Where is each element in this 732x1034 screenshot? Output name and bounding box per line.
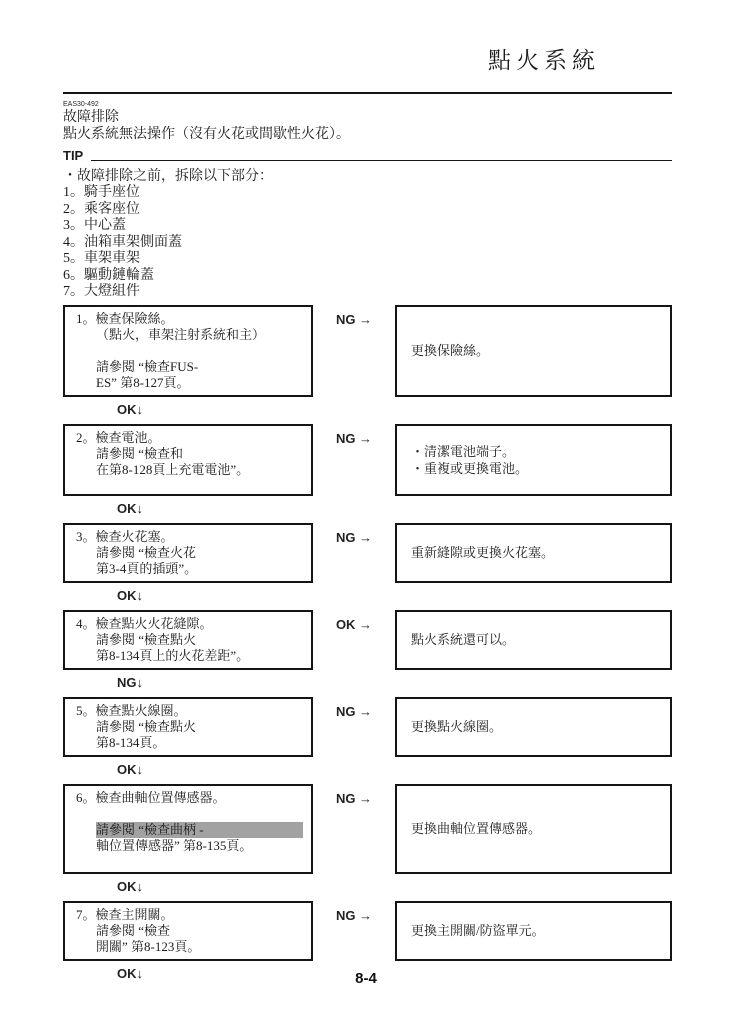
- flow-row: [63, 784, 672, 874]
- step-line: 請參閱 “檢查點火: [96, 718, 197, 734]
- result-box: [395, 784, 672, 874]
- step-line: [76, 343, 303, 359]
- step-line: ES” 第8-127頁。: [96, 374, 190, 390]
- page-number: 8-4: [355, 970, 377, 987]
- step-line: 請參閱 “檢查FUS-: [96, 358, 199, 374]
- removal-item: 6。驅動鏈輪蓋: [63, 267, 154, 283]
- continue-label: NG↓: [117, 674, 143, 690]
- step-line: 3。檢查火花塞。: [76, 528, 174, 544]
- removal-list: [63, 185, 672, 301]
- branch-label: NG →: [335, 529, 373, 545]
- step-line: 請參閱 “檢查: [96, 922, 171, 938]
- step-line: 7。檢查主開關。: [76, 906, 174, 922]
- step-line: 1。檢查保險絲。: [76, 310, 174, 326]
- result-line: ・重複或更換電池。: [411, 460, 529, 476]
- step-line: 在第8-128頁上充電電池”。: [96, 461, 250, 477]
- tip-header: [63, 149, 672, 163]
- step-line: 請參閱 “檢查點火: [96, 631, 197, 647]
- step-box: [63, 523, 313, 583]
- header-rule: [63, 92, 672, 94]
- result-line: 重新縫隙或更換火花塞。: [411, 545, 555, 560]
- step-line: 6。檢查曲軸位置傳感器。: [76, 789, 226, 805]
- step-line: 2。檢查電池。: [76, 429, 161, 445]
- step-line: 第8-134頁上的火花差距”。: [96, 647, 250, 663]
- result-box: [395, 610, 672, 670]
- step-line: 4。檢查點火火花縫隙。: [76, 615, 213, 631]
- branch-label: NG →: [335, 703, 373, 719]
- step-box: [63, 305, 313, 397]
- branch-label: OK →: [335, 616, 373, 632]
- removal-item: 3。中心蓋: [63, 218, 126, 233]
- step-box: [63, 424, 313, 496]
- result-box: [395, 697, 672, 757]
- removal-item: 1。騎手座位: [63, 185, 140, 200]
- tip-rule: [91, 160, 672, 161]
- step-box: [63, 784, 313, 874]
- eas-code: EAS30-492: [63, 101, 99, 108]
- flow-row: [63, 305, 672, 397]
- branch-label: NG →: [335, 907, 373, 923]
- branch-label: NG →: [335, 790, 373, 806]
- continue-label: OK↓: [117, 587, 143, 603]
- step-line: 5。檢查點火線圈。: [76, 702, 187, 718]
- continue-label: OK↓: [117, 761, 143, 777]
- page-title: 點火系統: [488, 48, 600, 73]
- step-line: 請參閱 “檢查火花: [96, 544, 197, 560]
- flow-row: [63, 424, 672, 496]
- page-content: [63, 0, 672, 988]
- flow-row: [63, 901, 672, 961]
- result-line: 更換主開關/防盜單元。: [411, 923, 545, 938]
- step-line: [76, 806, 303, 822]
- step-line: 請參閱 “檢查和: [96, 445, 184, 461]
- step-box: [63, 901, 313, 961]
- result-box: [395, 901, 672, 961]
- flow-row: [63, 523, 672, 583]
- removal-item: 7。大燈組件: [63, 284, 140, 299]
- step-box: [63, 697, 313, 757]
- flow-row: [63, 610, 672, 670]
- step-line-highlighted: 請參閱 “檢查曲柄 -: [96, 822, 303, 838]
- tip-label: TIP: [63, 148, 84, 163]
- result-line: 更換保險絲。: [411, 343, 490, 358]
- problem-statement: 點火系統無法操作（沒有火花或間歇性火花）。: [63, 127, 350, 142]
- result-line: ・清潔電池端子。: [411, 443, 516, 459]
- step-line: 第3-4頁的插頭”。: [96, 560, 198, 576]
- flow-row: [63, 697, 672, 757]
- troubleshooting-flowchart: [63, 305, 672, 983]
- result-box: [395, 424, 672, 496]
- result-line: 更換曲軸位置傳感器。: [411, 821, 542, 836]
- step-line: 軸位置傳感器” 第8-135頁。: [96, 837, 253, 853]
- result-box: [395, 523, 672, 583]
- continue-label: OK↓: [117, 401, 143, 417]
- result-line: 更換點火線圈。: [411, 719, 503, 734]
- tip-intro: ・故障排除之前，拆除以下部分：: [63, 169, 273, 184]
- removal-item: 4。油箱車架側面蓋: [63, 234, 182, 250]
- result-line: 點火系統還可以。: [411, 632, 516, 647]
- step-line: 開關” 第8-123頁。: [96, 938, 201, 954]
- continue-label: OK↓: [117, 965, 143, 981]
- removal-item: 5。車架車架: [63, 251, 140, 266]
- section-title: 故障排除: [63, 110, 119, 125]
- result-box: [395, 305, 672, 397]
- continue-label: OK↓: [117, 500, 143, 516]
- branch-label: NG →: [335, 311, 373, 327]
- continue-label: OK↓: [117, 878, 143, 894]
- branch-label: NG →: [335, 430, 373, 446]
- step-line: （點火，車架注射系統和主）: [96, 326, 266, 342]
- removal-item: 2。乘客座位: [63, 201, 140, 217]
- step-box: [63, 610, 313, 670]
- step-line: 第8-134頁。: [96, 734, 166, 750]
